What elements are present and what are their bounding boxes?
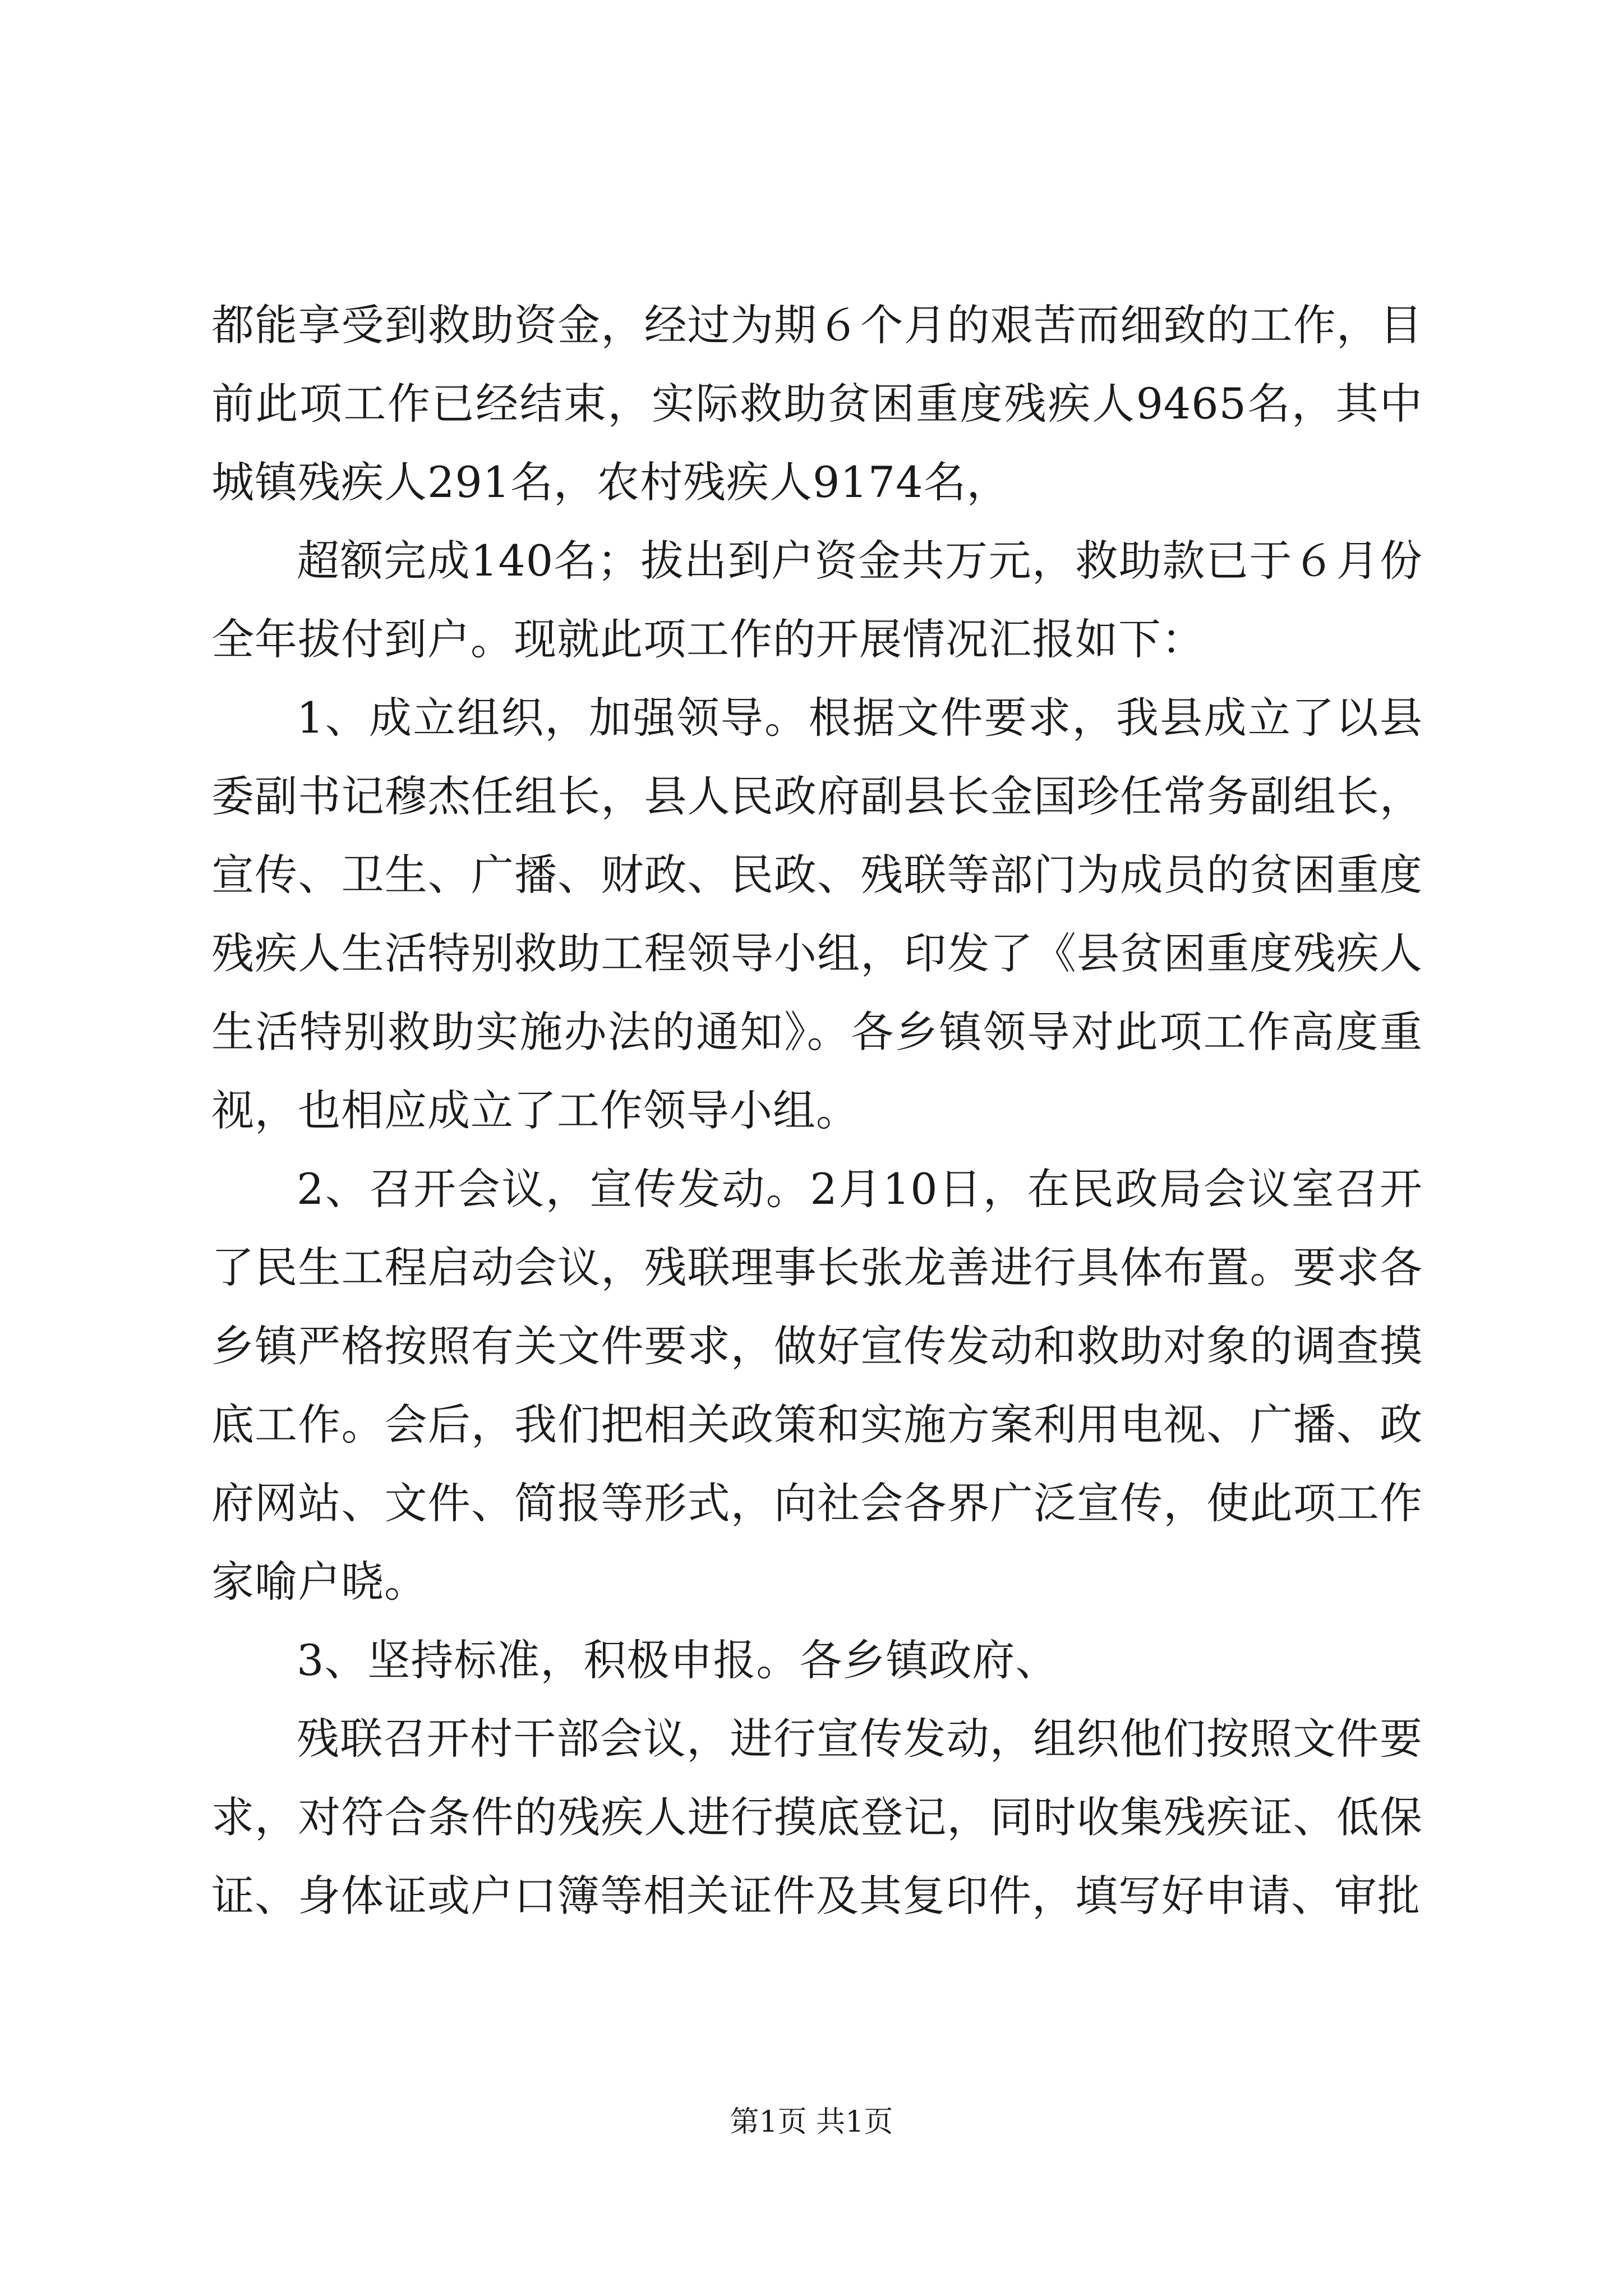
paragraph-registration: 残联召开村干部会议，进行宣传发动，组织他们按照文件要求，对符合条件的残疾人进行摸底登记，同时收集残疾证、低保证、身体证或户口簿等相关证件及其复印件，填写好申请、审批 [211, 1714, 1423, 1921]
paragraph-standards: 3、坚持标准，积极申报。各乡镇政府、 [297, 1635, 1059, 1685]
paragraph-organization: 1、成立组织，加强领导。根据文件要求，我县成立了以县委副书记穆杰任组长，县人民政府副县长金国珍任常务副组长，宣传、卫生、广播、财政、民政、残联等部门为成员的贫困重度残疾人生活特别救助工程领导小组，印发了《县贫困重度残疾人生活特别救助实施办法的通知》。各乡镇领导对此项工作高度重视，也相应成立了工作领导小组。 [211, 693, 1423, 1135]
page-number-footer: 第1页 共1页 [730, 2105, 893, 2139]
paragraph-summary: 超额完成140名；拔出到户资金共万元，救助款已于６月份全年拔付到户。现就此项工作的开展情况汇报如下： [211, 536, 1423, 664]
paragraph-continuation: 都能享受到救助资金，经过为期６个月的艰苦而细致的工作，目前此项工作已经结束，实际救助贫困重度残疾人9465名，其中城镇残疾人291名，农村残疾人9174名， [211, 300, 1423, 507]
paragraph-meeting: 2、召开会议，宣传发动。2月10日，在民政局会议室召开了民生工程启动会议，残联理事长张龙善进行具体布置。要求各乡镇严格按照有关文件要求，做好宣传发动和救助对象的调查摸底工作。会后，我们把相关政策和实施方案利用电视、广播、政府网站、文件、简报等形式，向社会各界广泛宣传，使此项工作家喻户晓。 [211, 1164, 1423, 1607]
document-body [211, 286, 1423, 1935]
